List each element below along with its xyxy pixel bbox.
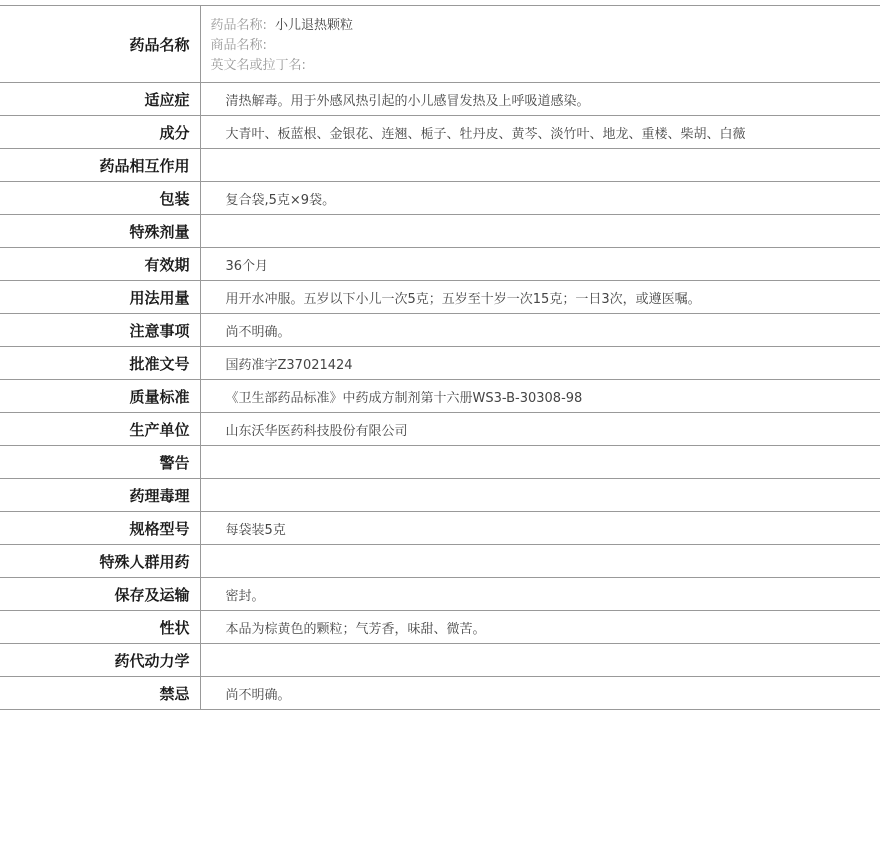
generic-name-line	[211, 16, 880, 36]
english-name-label: 英文名或拉丁名:	[210, 58, 306, 73]
field-value	[200, 215, 880, 248]
field-row	[0, 644, 880, 677]
field-label: 适应症	[0, 83, 200, 116]
drug-info-table	[0, 5, 880, 710]
field-row	[0, 248, 880, 281]
field-row	[0, 677, 880, 710]
english-name-line	[211, 56, 880, 76]
field-label: 注意事项	[0, 314, 200, 347]
field-row	[0, 116, 880, 149]
field-label: 药代动力学	[0, 644, 200, 677]
field-label: 质量标准	[0, 380, 200, 413]
field-label: 警告	[0, 446, 200, 479]
field-label: 有效期	[0, 248, 200, 281]
generic-name-label: 药品名称:	[210, 18, 267, 33]
generic-name-value: 小儿退热颗粒	[275, 18, 354, 33]
field-label: 包装	[0, 182, 200, 215]
field-row	[0, 446, 880, 479]
field-value: 国药准字Z37021424	[225, 357, 353, 373]
field-label: 批准文号	[0, 347, 200, 380]
field-value: 尚不明确。	[225, 324, 291, 340]
field-row	[0, 512, 880, 545]
field-value: 密封。	[225, 588, 265, 604]
field-row	[0, 215, 880, 248]
field-row	[0, 611, 880, 644]
trade-name-label: 商品名称:	[210, 38, 267, 53]
field-label: 特殊剂量	[0, 215, 200, 248]
drug-info-table-body	[0, 6, 880, 710]
field-value	[200, 644, 880, 677]
trade-name-line	[211, 36, 880, 56]
field-row	[0, 281, 880, 314]
field-row	[0, 83, 880, 116]
field-value: 大青叶、板蓝根、金银花、连翘、栀子、牡丹皮、黄芩、淡竹叶、地龙、重楼、柴胡、白薇	[225, 126, 746, 142]
field-label: 药理毒理	[0, 479, 200, 512]
field-value	[200, 446, 880, 479]
drug-name-row	[0, 6, 880, 83]
field-value: 用开水冲服。五岁以下小儿一次5克；五岁至十岁一次15克；一日3次，或遵医嘱。	[225, 291, 701, 307]
field-row	[0, 413, 880, 446]
field-label: 禁忌	[0, 677, 200, 710]
field-label: 特殊人群用药	[0, 545, 200, 578]
field-label: 性状	[0, 611, 200, 644]
field-row	[0, 314, 880, 347]
field-value: 山东沃华医药科技股份有限公司	[225, 423, 408, 439]
field-value: 复合袋,5克×9袋。	[225, 192, 336, 208]
field-value: 《卫生部药品标准》中药成方制剂第十六册WS3-B-30308-98	[225, 390, 583, 406]
field-row	[0, 347, 880, 380]
field-value: 每袋装5克	[225, 522, 286, 538]
field-row	[0, 182, 880, 215]
field-label: 保存及运输	[0, 578, 200, 611]
field-value: 本品为棕黄色的颗粒；气芳香，味甜、微苦。	[225, 621, 486, 637]
field-value	[200, 545, 880, 578]
field-label: 药品相互作用	[0, 149, 200, 182]
field-value	[200, 149, 880, 182]
field-row	[0, 380, 880, 413]
field-row	[0, 578, 880, 611]
field-value	[200, 479, 880, 512]
drug-name-label: 药品名称	[0, 6, 200, 83]
field-row	[0, 545, 880, 578]
field-value: 清热解毒。用于外感风热引起的小儿感冒发热及上呼吸道感染。	[225, 93, 590, 109]
field-label: 用法用量	[0, 281, 200, 314]
drug-name-cell	[200, 6, 880, 83]
field-row	[0, 149, 880, 182]
field-label: 规格型号	[0, 512, 200, 545]
field-label: 生产单位	[0, 413, 200, 446]
field-value: 尚不明确。	[225, 687, 291, 703]
field-row	[0, 479, 880, 512]
field-value: 36个月	[225, 258, 269, 274]
field-label: 成分	[0, 116, 200, 149]
